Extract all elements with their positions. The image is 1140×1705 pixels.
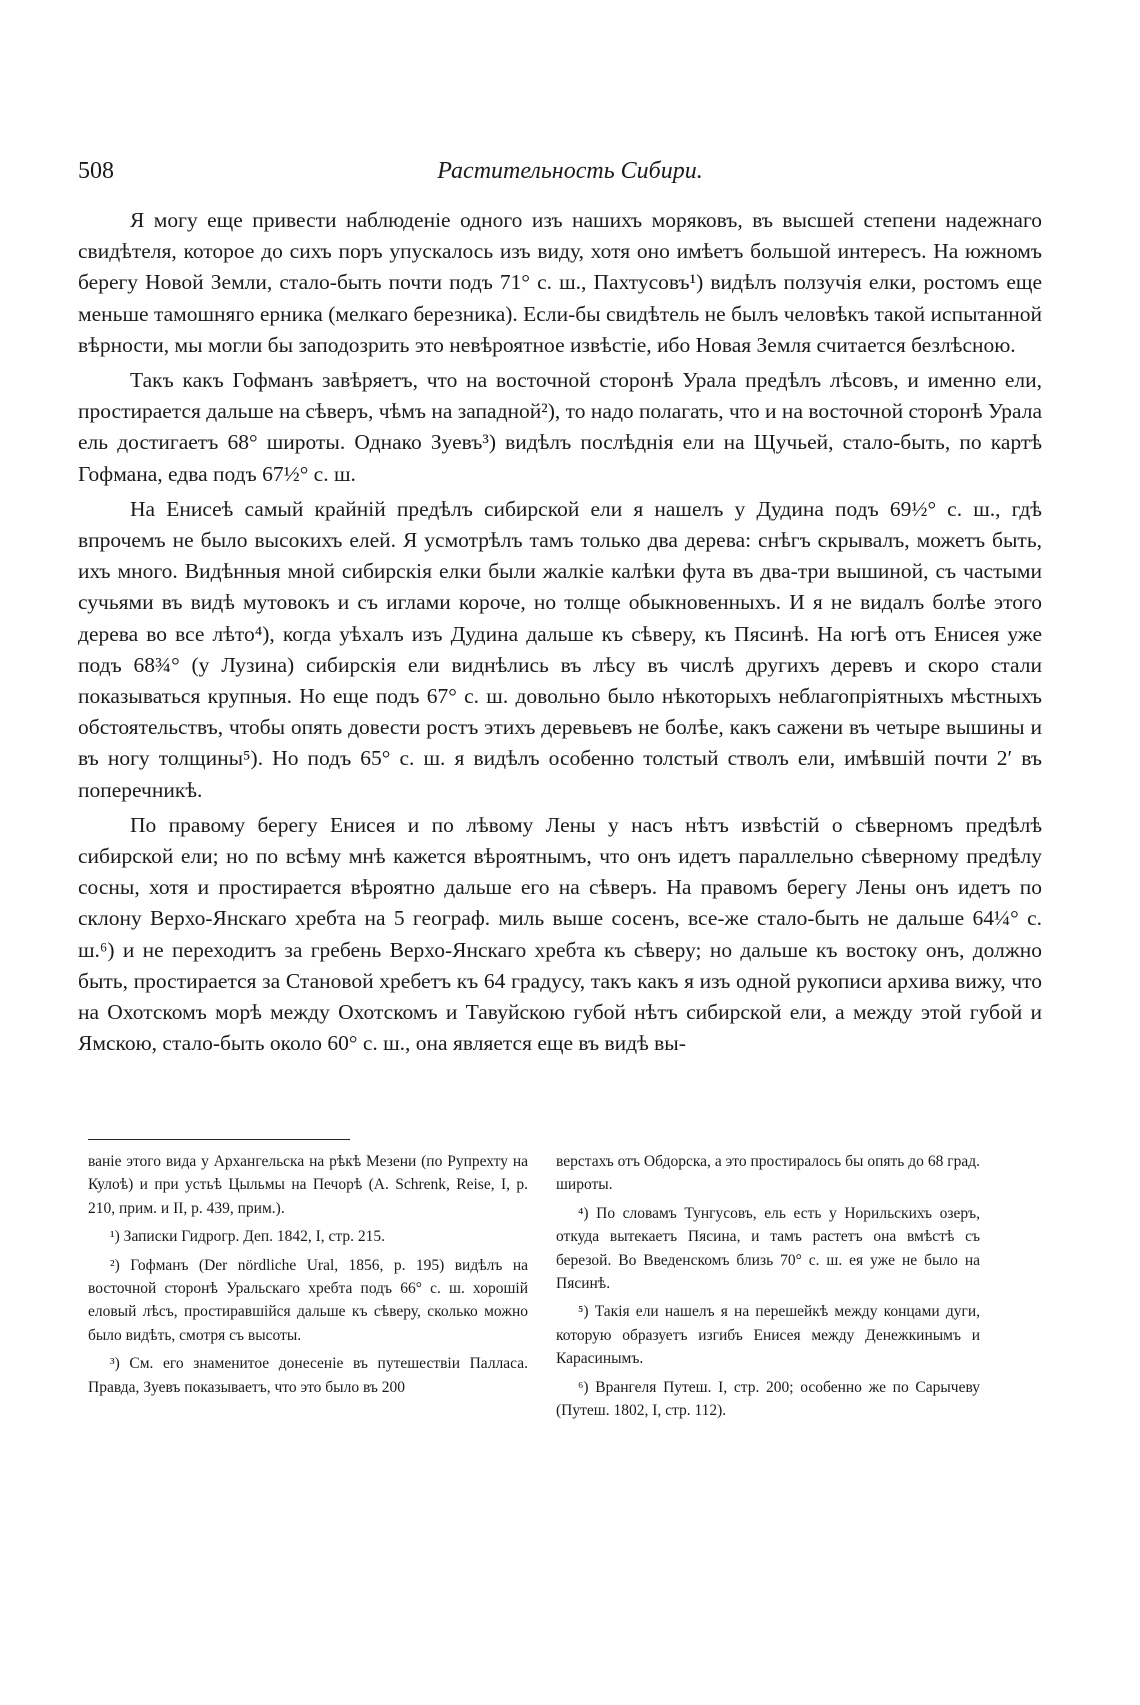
page-number: 508 (78, 158, 114, 184)
footnote: ¹) Записки Гидрогр. Деп. 1842, I, стр. 215. (110, 1228, 386, 1246)
footnote: ²) Гофманъ (Der nördliche Ural, 1856, p. 195) видѣлъ на восточной сторонѣ Уральскаго хребта подъ 66° с. ш. хорошій еловый лѣсъ, простиравшійся дальше къ сѣверу, сколько можно было видѣть, смотря съ высоты. (88, 1256, 528, 1344)
footnote-separator (88, 1139, 350, 1140)
footnote: ⁶) Врангеля Путеш. I, стр. 200; особенно же по Сарычеву (Путеш. 1802, I, стр. 112). (556, 1378, 980, 1420)
paragraph: Я могу еще привести наблюденіе одного изъ нашихъ моряковъ, въ высшей степени надежнаго свидѣтеля, которое до сихъ поръ упускалось изъ виду, хотя оно имѣетъ большой интересъ. На южномъ берегу Новой Земли, стало-быть почти подъ 71° с. ш., Пахтусовъ¹) видѣлъ ползучія елки, ростомъ еще меньше тамошняго ерника (мелкаго березника). Если-бы свидѣтель не былъ человѣкъ такой испытанной вѣрности, мы могли бы заподозрить это невѣроятное извѣстіе, ибо Новая Земля считается безлѣсною. (78, 208, 1042, 357)
paragraph: На Енисеѣ самый крайній предѣлъ сибирской ели я нашелъ у Дудина подъ 69½° с. ш., гдѣ впрочемъ не было высокихъ елей. Я усмотрѣлъ тамъ только два дерева: снѣгъ скрывалъ, можетъ быть, ихъ много. Видѣнныя мной сибирскія елки были жалкіе калѣки фута въ два-три вышиной, съ частыми сучьями въ видѣ мутовокъ и съ иглами короче, но толще обыкновенныхъ. И я не видалъ болѣе этого дерева во все лѣто⁴), когда уѣхалъ изъ Дудина дальше къ сѣверу, къ Пясинѣ. На югѣ отъ Енисея уже подъ 68¾° (у Лузина) сибирскія ели виднѣлись въ лѣсу въ числѣ другихъ деревъ и скоро стали показываться крупныя. Но еще подъ 67° с. ш. довольно было нѣкоторыхъ неблагопріятныхъ мѣстныхъ обстоятельствъ, чтобы опять довести ростъ этихъ деревьевъ не болѣе, какъ сажени въ четыре вышины и въ ногу толщины⁵). Но подъ 65° с. ш. я видѣлъ особенно толстый стволъ ели, имѣвшій почти 2′ въ поперечникѣ. (78, 496, 1042, 802)
running-title: Растительность Сибири. (437, 158, 703, 184)
footnote: ⁴) По словамъ Тунгусовъ, ель есть у Норильскихъ озеръ, откуда вытекаетъ Пясина, и тамъ растетъ она вмѣстѣ съ березой. Во Введенскомъ близь 70° с. ш. ея уже не было на Пясинѣ. (556, 1204, 980, 1293)
paragraph: Такъ какъ Гофманъ завѣряетъ, что на восточной сторонѣ Урала предѣлъ лѣсовъ, и именно ели, простирается дальше на сѣверъ, чѣмъ на западной²), то надо полагать, что и на восточной сторонѣ Урала ель достигаетъ 68° широты. Однако Зуевъ³) видѣлъ послѣднія ели на Щучьей, стало-быть, по картѣ Гофмана, едва подъ 67½° с. ш. (78, 368, 1042, 486)
paragraph: По правому берегу Енисея и по лѣвому Лены у насъ нѣтъ извѣстій о сѣверномъ предѣлѣ сибирской ели; но по всѣму мнѣ кажется вѣроятнымъ, что онъ идетъ параллельно сѣверному предѣлу сосны, хотя и простирается вѣроятно дальше его на сѣверъ. На правомъ берегу Лены онъ идетъ по склону Верхо-Янскаго хребта на 5 географ. миль выше сосенъ, все-же стало-быть не дальше 64¼° с. ш.⁶) и не переходитъ за гребень Верхо-Янскаго хребта къ сѣверу; но дальше къ востоку онъ, должно быть, простирается за Становой хребетъ къ 64 градусу, такъ какъ я изъ одной рукописи архива вижу, что на Охотскомъ морѣ между Охотскомъ и Тавуйскою губой нѣтъ сибирской ели, а между этой губой и Ямскою, стало-быть около 60° с. ш., она является еще въ видѣ вы- (78, 812, 1042, 1056)
page-header (78, 156, 1042, 186)
footnotes-right-column (556, 1150, 980, 1427)
footnote-continuation: ваніе этого вида у Архангельска на рѣкѣ Мезени (по Рупрехту на Кулоѣ) и при устьѣ Цыльмы на Печорѣ (A. Schrenk, Reise, I, p. 210, прим. и II, p. 439, прим.). (88, 1153, 528, 1217)
footnote: ⁵) Такія ели нашелъ я на перешейкѣ между концами дуги, которую образуетъ изгибъ Енисея между Денежкинымъ и Карасинымъ. (556, 1303, 980, 1368)
footnote: ³) См. его знаменитое донесеніе въ путешествіи Палласа. Правда, Зуевъ показываетъ, что это было въ 200 (88, 1355, 528, 1396)
footnotes-left-column (88, 1150, 528, 1404)
main-text (78, 205, 1042, 1063)
footnote-continuation: верстахъ отъ Обдорска, а это простиралось бы опять до 68 град. широты. (556, 1153, 980, 1194)
